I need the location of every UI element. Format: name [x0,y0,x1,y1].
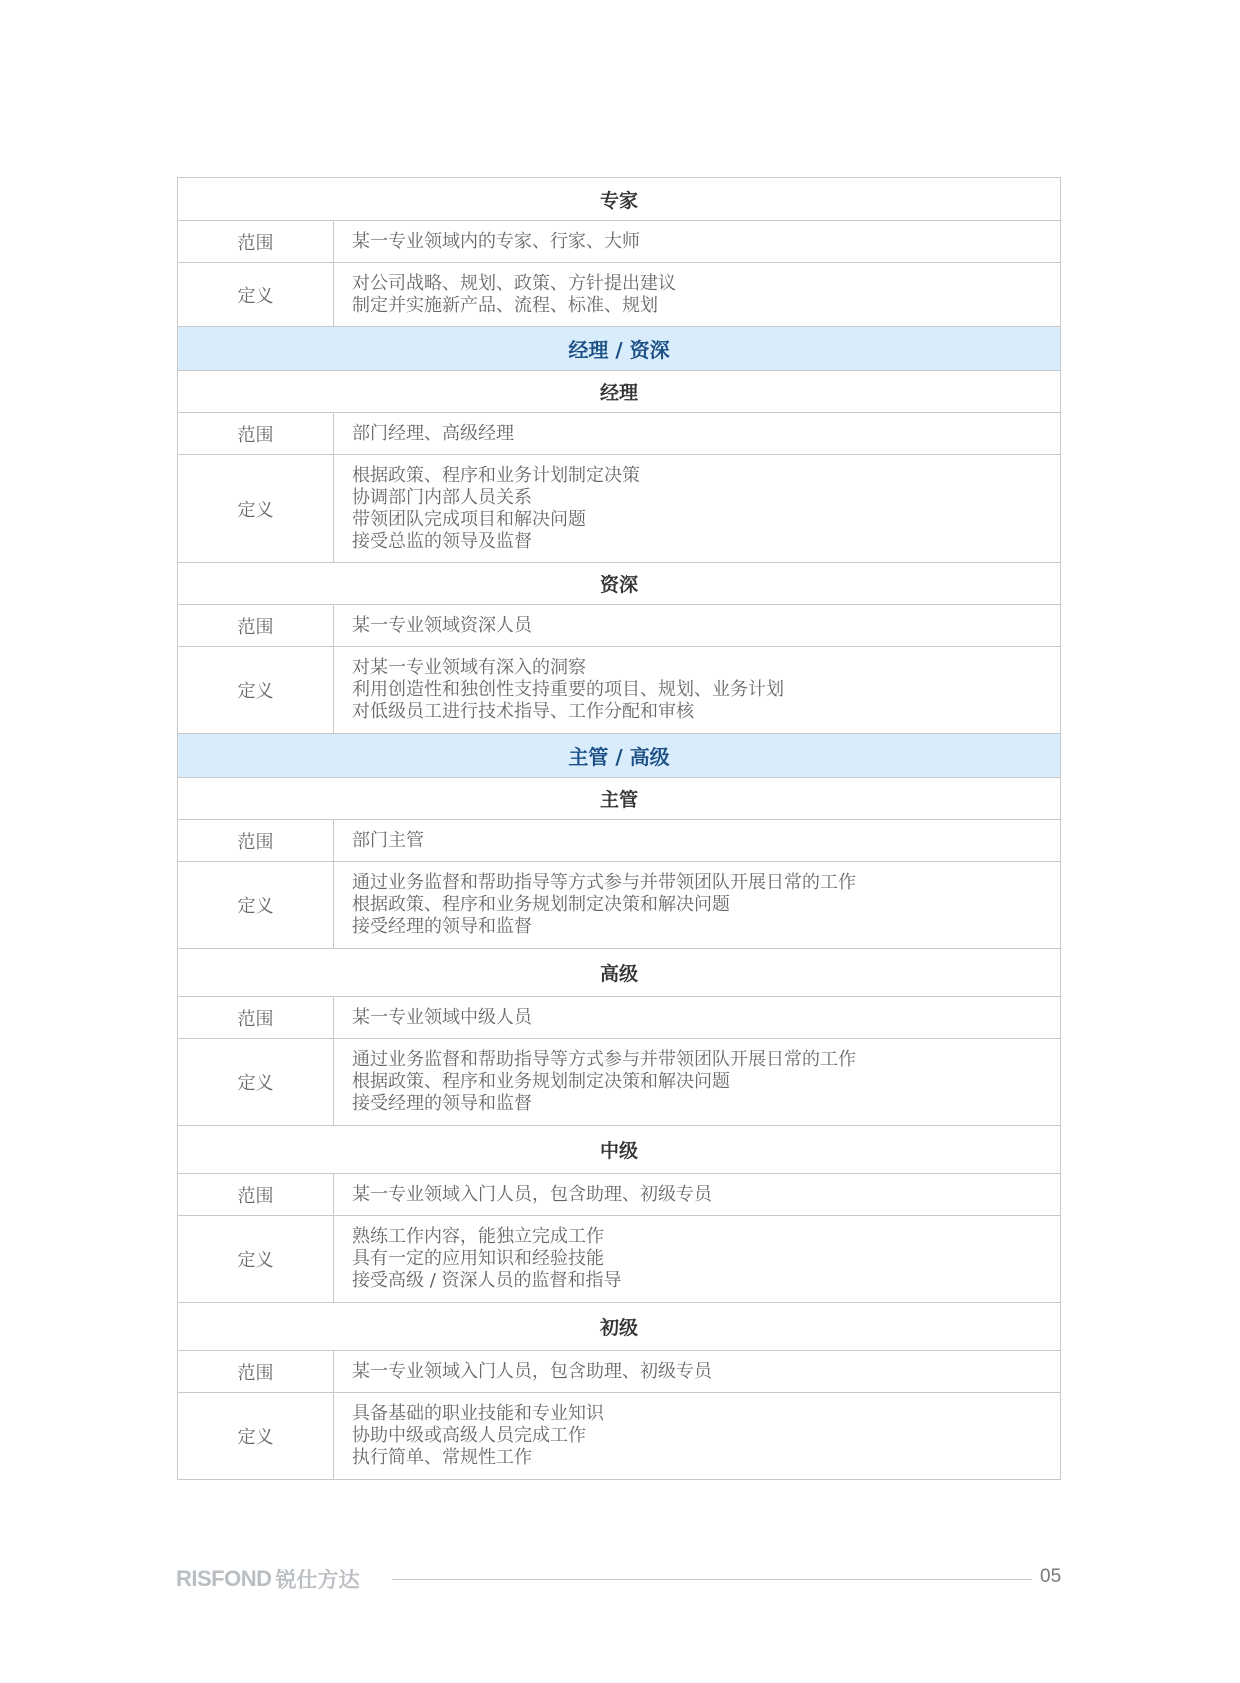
definition-value: 熟练工作内容，能独立完成工作 具有一定的应用知识和经验技能 接受高级 / 资深人员的监督和指导 [352,1226,622,1291]
junior-scope-row [178,1350,1060,1392]
logo-text-cn: 锐仕方达 [275,1569,360,1592]
definition-value: 具备基础的职业技能和专业知识 协助中级或高级人员完成工作 执行简单、常规性工作 [352,1403,604,1468]
advanced-definition-row [178,1038,1060,1125]
scope-value: 某一专业领域入门人员，包含助理、初级专员 [352,1360,712,1382]
definition-label: 定义 [178,862,334,948]
intermediate-definition-row [178,1215,1060,1302]
scope-label: 范围 [178,605,334,646]
definition-label: 定义 [178,1216,334,1302]
footer-divider [392,1579,1032,1580]
senior-scope-row [178,604,1060,646]
senior-definition-row [178,646,1060,733]
junior-definition-row [178,1392,1060,1479]
scope-value: 某一专业领域内的专家、行家、大师 [352,230,640,252]
scope-value: 部门经理、高级经理 [352,422,514,444]
definition-value: 对某一专业领域有深入的洞察 利用创造性和独创性支持重要的项目、规划、业务计划 对低级员工进行技术指导、工作分配和审核 [352,657,784,722]
scope-label: 范围 [178,221,334,262]
intermediate-scope-row [178,1173,1060,1215]
job-level-table [177,177,1061,1480]
company-logo [176,1566,360,1592]
definition-value: 通过业务监督和帮助指导等方式参与并带领团队开展日常的工作 根据政策、程序和业务规划制定决策和解决问题 接受经理的领导和监督 [352,1049,856,1114]
supervisor-definition-row [178,861,1060,948]
definition-value: 根据政策、程序和业务计划制定决策 协调部门内部人员关系 带领团队完成项目和解决问题 接受总监的领导及监督 [352,464,640,552]
scope-label: 范围 [178,1351,334,1392]
logo-text-en: RISFOND [176,1566,272,1591]
scope-label: 范围 [178,997,334,1038]
definition-label: 定义 [178,455,334,562]
section-title-senior: 资深 [178,562,1060,604]
expert-definition-row [178,262,1060,326]
supervisor-scope-row [178,819,1060,861]
section-title-supervisor: 主管 [178,777,1060,819]
definition-value: 对公司战略、规划、政策、方针提出建议 制定并实施新产品、流程、标准、规划 [352,272,676,316]
definition-label: 定义 [178,1039,334,1125]
manager-definition-row [178,454,1060,562]
scope-value: 某一专业领域资深人员 [352,614,532,636]
scope-value: 部门主管 [352,829,424,851]
section-title-expert: 专家 [599,189,638,212]
scope-label: 范围 [178,413,334,454]
scope-value: 某一专业领域中级人员 [352,1006,532,1028]
section-title-intermediate: 中级 [178,1125,1060,1173]
section-title-advanced: 高级 [178,948,1060,996]
manager-scope-row [178,412,1060,454]
definition-label: 定义 [178,263,334,326]
category-header-manager-senior: 经理 / 资深 [178,326,1060,370]
definition-label: 定义 [178,647,334,733]
page-number: 05 [1040,1566,1062,1587]
section-title-junior: 初级 [178,1302,1060,1350]
scope-label: 范围 [178,820,334,861]
definition-value: 通过业务监督和帮助指导等方式参与并带领团队开展日常的工作 根据政策、程序和业务规划制定决策和解决问题 接受经理的领导和监督 [352,872,856,937]
advanced-scope-row [178,996,1060,1038]
scope-label: 范围 [178,1174,334,1215]
definition-label: 定义 [178,1393,334,1479]
scope-value: 某一专业领域入门人员，包含助理、初级专员 [352,1183,712,1205]
category-header-supervisor-advanced: 主管 / 高级 [178,733,1060,777]
section-title-manager: 经理 [178,370,1060,412]
expert-scope-row [178,220,1060,262]
